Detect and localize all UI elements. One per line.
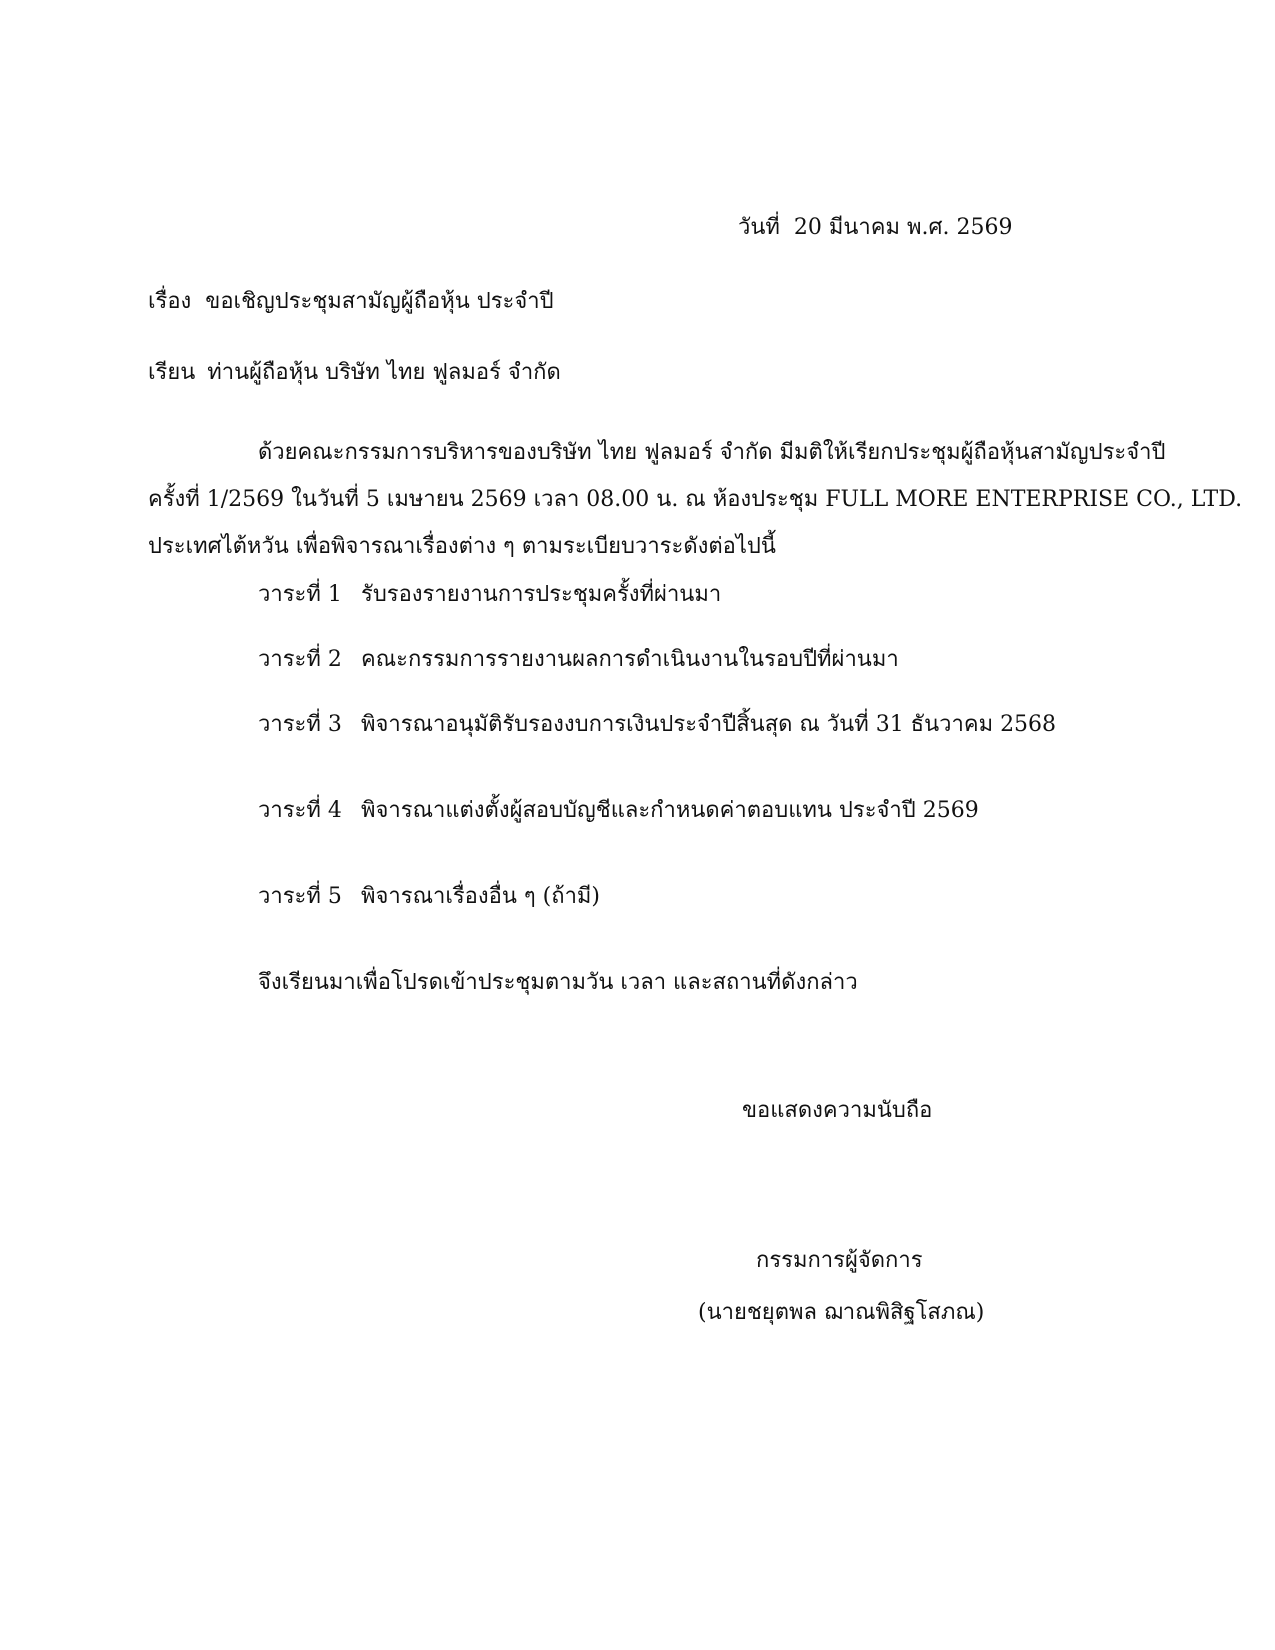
agenda-item <box>258 711 1056 739</box>
signer-title: กรรมการผู้จัดการ <box>756 1248 923 1273</box>
agenda-text: พิจารณาแต่งตั้งผู้สอบบัญชีและกำหนดค่าตอบแทน ประจำปี 2569 <box>361 798 979 823</box>
regards-text: ขอแสดงความนับถือ <box>742 1098 933 1123</box>
agenda-item <box>258 797 979 825</box>
body-paragraph <box>148 429 1243 570</box>
signer-name: (นายชยุตพล ฌาณพิสิฐโสภณ) <box>698 1300 985 1325</box>
agenda-text: คณะกรรมการรายงานผลการดำเนินงานในรอบปีที่ผ่านมา <box>361 647 899 672</box>
subject-label: เรื่อง <box>148 289 192 314</box>
agenda-label: วาระที่ 3 <box>258 712 342 737</box>
subject-text: ขอเชิญประชุมสามัญผู้ถือหุ้น ประจำปี <box>205 289 554 314</box>
subject-line <box>148 288 554 316</box>
agenda-label: วาระที่ 5 <box>258 884 342 909</box>
agenda-item <box>258 581 721 609</box>
recipient-line <box>148 359 561 387</box>
agenda-text: รับรองรายงานการประชุมครั้งที่ผ่านมา <box>361 582 722 607</box>
recipient-text: ท่านผู้ถือหุ้น บริษัท ไทย ฟูลมอร์ จำกัด <box>207 360 561 385</box>
closing-sentence: จึงเรียนมาเพื่อโปรดเข้าประชุมตามวัน เวลา และสถานที่ดังกล่าว <box>258 970 858 995</box>
date-value: 20 มีนาคม พ.ศ. 2569 <box>793 215 1013 240</box>
agenda-item <box>258 646 899 674</box>
recipient-label: เรียน <box>148 360 196 385</box>
agenda-text: พิจารณาอนุมัติรับรองงบการเงินประจำปีสิ้นสุด ณ วันที่ 31 ธันวาคม 2568 <box>361 712 1057 737</box>
agenda-label: วาระที่ 4 <box>258 798 342 823</box>
agenda-item <box>258 883 600 911</box>
body-line-1: ด้วยคณะกรรมการบริหารของบริษัท ไทย ฟูลมอร์ จำกัด มีมติให้เรียกประชุมผู้ถือหุ้นสามัญประจำปี <box>258 440 1166 465</box>
agenda-label: วาระที่ 1 <box>258 582 342 607</box>
agenda-label: วาระที่ 2 <box>258 647 342 672</box>
agenda-text: พิจารณาเรื่องอื่น ๆ (ถ้ามี) <box>361 884 601 909</box>
date-line <box>738 214 1012 242</box>
body-line-3: ประเทศไต้หวัน เพื่อพิจารณาเรื่องต่าง ๆ ตามระเบียบวาระดังต่อไปนี้ <box>148 534 776 559</box>
body-line-2: ครั้งที่ 1/2569 ในวันที่ 5 เมษายน 2569 เวลา 08.00 น. ณ ห้องประชุม FULL MORE ENTERPRISE CO., LTD. <box>148 487 1243 512</box>
date-label: วันที่ <box>738 215 780 240</box>
